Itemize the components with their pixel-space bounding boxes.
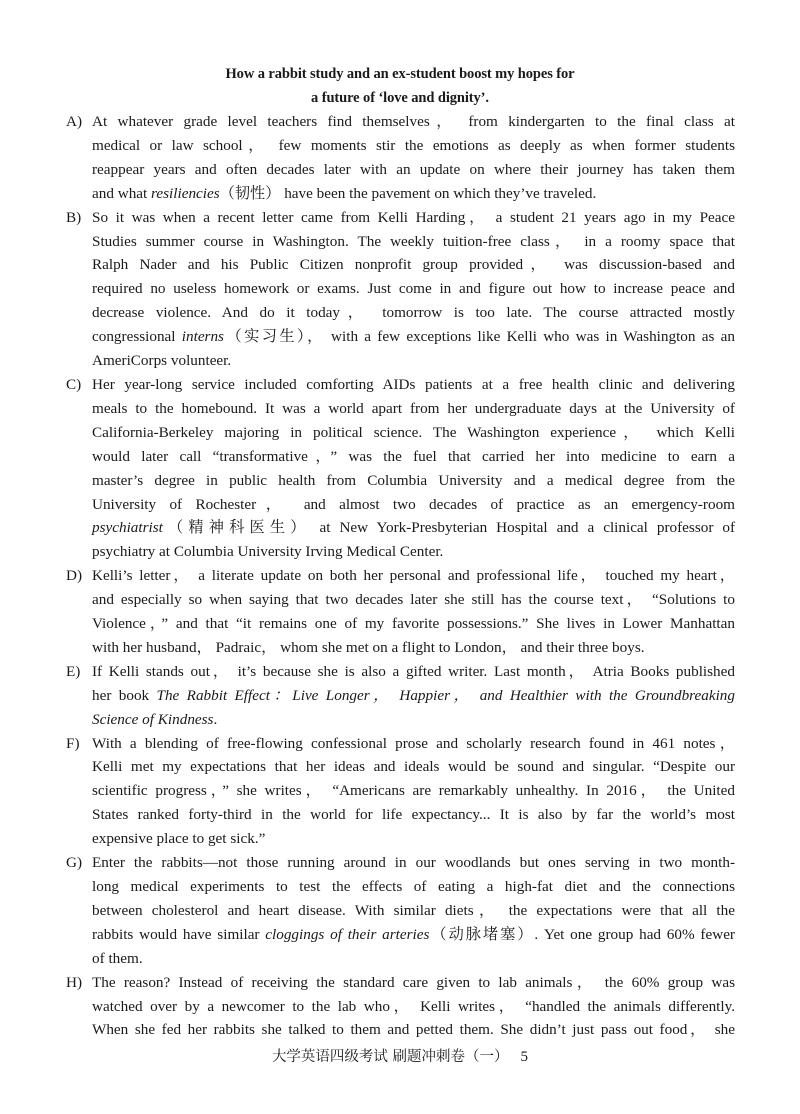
paragraph-label: B) bbox=[66, 208, 82, 226]
text-line: Ralph Nader and his Public Citizen nonprofit group provided， was discussion-based and bbox=[92, 256, 735, 274]
text-line: AmeriCorps volunteer. bbox=[92, 352, 232, 370]
text-line: watched over by a newcomer to the lab who， Kelli writes， “handled the animals differently. bbox=[92, 997, 735, 1015]
text-line: expensive place to get sick.” bbox=[92, 830, 266, 848]
title-line-2: a future of ‘love and dignity’. bbox=[311, 90, 489, 106]
text-line: When she fed her rabbits she talked to them and petted them. She didn’t just pass out food， she bbox=[92, 1021, 735, 1039]
paragraph-label: D) bbox=[66, 567, 83, 585]
text-line: decrease violence. And do it today， tomorrow is too late. The course attracted mostly bbox=[92, 304, 735, 322]
text-line: scientific progress，” she writes， “Americans are remarkably unhealthy. In 2016， the United bbox=[92, 782, 735, 800]
text-line: California-Berkeley majoring in political science. The Washington experience， which Kelli bbox=[92, 423, 735, 441]
text-line: would later call “transformative，” was the fuel that carried her into medicine to earn a bbox=[92, 447, 735, 465]
paragraph-h bbox=[66, 971, 735, 1043]
text-line: Her year-long service included comforting AIDs patients at a free health clinic and delivering bbox=[92, 375, 735, 393]
text-line: At whatever grade level teachers find themselves， from kindergarten to the final class at bbox=[92, 113, 735, 130]
paragraph-a bbox=[66, 110, 735, 206]
paragraph-label: A) bbox=[66, 113, 83, 130]
text-line: With a blending of free-flowing confessional prose and scholarly research found in 461 notes， bbox=[92, 734, 735, 752]
text-line: psychiatry at Columbia University Irving Medical Center. bbox=[92, 543, 444, 561]
italic-term: resiliencies bbox=[151, 184, 220, 202]
italic-term: psychiatrist bbox=[92, 519, 163, 537]
paragraph-label: H) bbox=[66, 973, 83, 991]
text-line: medical or law school， few moments stir the emotions as deeply as when former students bbox=[92, 136, 735, 154]
text-line: master’s degree in public health from Columbia University and a medical degree from the bbox=[92, 471, 735, 489]
paragraph-e bbox=[66, 660, 735, 732]
text-line: her book The Rabbit Effect：Live Longer， Happier， and Healthier with the Groundbreaking bbox=[92, 686, 735, 704]
text-line: long medical experiments to test the effects of eating a high-fat diet and the connections bbox=[92, 878, 735, 895]
text-line: Science of Kindness. bbox=[92, 710, 218, 728]
text-line: with her husband， Padraic， whom she met on a flight to London， and their three boys. bbox=[92, 638, 645, 656]
paragraph-label: C) bbox=[66, 375, 82, 393]
text-line: and especially so when saying that two decades later she still has the course text， “Solutions to bbox=[92, 591, 735, 609]
page-footer bbox=[0, 1046, 800, 1068]
text-line: reappear years and often decades later with an update on where their journey has taken them bbox=[92, 160, 735, 178]
article-title bbox=[0, 62, 800, 110]
page-number: 5 bbox=[520, 1049, 529, 1065]
paragraph-label: F) bbox=[66, 734, 80, 752]
article-body bbox=[66, 110, 735, 1042]
italic-term: Science of Kindness bbox=[92, 710, 214, 728]
paragraph-g bbox=[66, 851, 735, 971]
paragraph-label: E) bbox=[66, 662, 81, 680]
paragraph-c bbox=[66, 373, 735, 564]
paragraph-b bbox=[66, 206, 735, 373]
title-line-1: How a rabbit study and an ex-student boost my hopes for bbox=[225, 66, 575, 82]
italic-term: The Rabbit Effect：Live Longer， Happier， and Healthier with the Groundbreaking bbox=[156, 686, 735, 704]
text-line: University of Rochester， and almost two decades of practice as an emergency-room bbox=[92, 495, 735, 513]
text-line: Kelli met my expectations that her ideas and ideals would be sound and singular. “Despite our bbox=[92, 758, 735, 776]
text-line: Studies summer course in Washington. The weekly tuition-free class， in a roomy space that bbox=[92, 232, 735, 250]
text-line: Violence，” and that “it remains one of my favorite possessions.” She lives in Lower Manhattan bbox=[92, 615, 735, 633]
italic-term: interns bbox=[181, 328, 224, 346]
text-line: The reason? Instead of receiving the standard care given to lab animals， the 60% group was bbox=[92, 973, 735, 991]
text-line: Kelli’s letter， a literate update on both her personal and professional life， touched my heart， bbox=[92, 567, 735, 585]
paragraph-label: G) bbox=[66, 854, 83, 872]
text-line: So it was when a recent letter came from Kelli Harding， a student 21 years ago in my Peace bbox=[92, 208, 735, 226]
text-line: of them. bbox=[92, 949, 143, 967]
text-line: and what resiliencies（韧性） have been the pavement on which they’ve traveled. bbox=[92, 184, 597, 202]
footer-exam-title: 大学英语四级考试 刷题冲刺卷（一） bbox=[271, 1049, 509, 1065]
text-line: States ranked forty-third in the world for life expectancy... It is also by far the world’s most bbox=[92, 806, 735, 824]
text-line: psychiatrist（精神科医生） at New York-Presbyterian Hospital and a clinical professor of bbox=[92, 519, 735, 537]
text-line: Enter the rabbits—not those running around in our woodlands but ones serving in two month- bbox=[92, 854, 735, 872]
paragraph-d bbox=[66, 564, 735, 660]
italic-term: cloggings of their arteries bbox=[265, 925, 430, 943]
text-line: meals to the homebound. It was a world apart from her undergraduate days at the University of bbox=[92, 399, 735, 417]
text-line: required no useless homework or exams. Just come in and figure out how to increase peace and bbox=[92, 280, 735, 298]
text-line: rabbits would have similar cloggings of their arteries（动脉堵塞）. Yet one group had 60% fewer bbox=[92, 925, 735, 943]
text-line: If Kelli stands out， it’s because she is also a gifted writer. Last month， Atria Books published bbox=[92, 662, 735, 680]
text-line: between cholesterol and heart disease. With similar diets， the expectations were that all the bbox=[92, 901, 735, 919]
paragraph-f bbox=[66, 732, 735, 852]
text-line: congressional interns（实习生）， with a few exceptions like Kelli who was in Washington as an bbox=[92, 328, 735, 346]
